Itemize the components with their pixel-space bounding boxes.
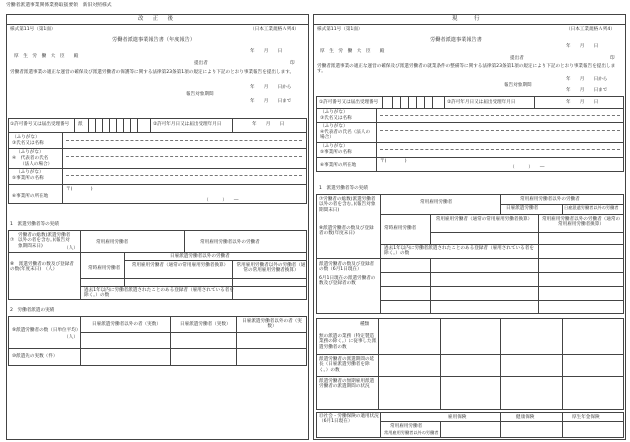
right-r8-note: 過去1年以内に労働者派遣されたことのある登録者（雇用されている者を除く。）の数	[384, 246, 534, 257]
left-col-day-excl-real: 日雇派遣労働者以外の者（実数）	[92, 322, 161, 327]
right-name-label: ③氏名又は名称	[320, 116, 352, 121]
left-office-kana: （ふりがな）	[16, 170, 44, 175]
left-rep-kana: （ふりがな）	[16, 150, 44, 155]
left-rep-label: ④ 代表者の氏名	[12, 156, 49, 161]
right-permit-date: 年 月 日	[566, 100, 599, 105]
left-submitter: 提出者	[194, 61, 208, 66]
left-name-label: ③氏名又は名称	[12, 141, 44, 146]
right-addressee: 厚 生 労 働 大 臣 殿	[320, 49, 385, 54]
right-col-kind: 種類	[360, 322, 370, 327]
left-rep-sub: （法人の場合）	[20, 162, 53, 167]
right-postal: 〒( )	[380, 159, 407, 164]
left-title: 労働者派遣事業報告書（年度報告）	[112, 37, 196, 43]
right-r11-label: 派遣労働者の派遣期間の延長（日雇派遣労働者を除く。）の数	[319, 357, 375, 373]
right-r13-a: 常用雇用労働者	[390, 424, 423, 429]
page-note: 労働者派遣事業関係業務取扱要領 新旧対照様式	[6, 3, 112, 8]
left-addressee: 厚 生 労 働 大 臣 殿	[14, 54, 79, 59]
left-r7-num: ⑦	[10, 238, 15, 243]
right-office-label: ⑤事業所の名称	[320, 150, 352, 155]
right-col-nonregular: 常用雇用労働者以外の労働者	[520, 197, 580, 202]
left-address-label: ⑥事業所の所在地	[12, 194, 49, 199]
right-col-day-excl: 日雇派遣労働者以外の労働者	[564, 205, 619, 210]
left-sec1: 1 派遣労働者等の実績	[10, 222, 59, 227]
right-date: 年 月 日	[566, 44, 599, 49]
right-ins-health: 健康保険	[516, 415, 535, 420]
right-sec1: 1 派遣労働者等の実績	[319, 186, 368, 191]
left-col-day-excl: 日雇派遣労働者以外の労働者	[170, 254, 230, 259]
left-period-label: 報告対象期間	[186, 92, 214, 97]
left-r10-label: ⑩派遣先の実数（件）	[12, 354, 58, 359]
left-r8-label: ⑧ 派遣労働者の数及び登録者の数(年度末日) （人）	[10, 262, 74, 273]
left-r8-note: 過去1年以内に労働者派遣されたことのある登録者（雇用されている者を除く。）の数	[84, 288, 234, 299]
left-caption: 改 正 後	[138, 16, 175, 22]
right-permit-label: ①許可番号又は届出受理番号	[319, 100, 379, 105]
right-address-label: ⑥事業所の所在地	[320, 163, 357, 168]
right-r9-label: 派遣労働者の数及び登録者の数（6月1日現在）	[319, 262, 375, 273]
right-ins-pension: 厚生年金保険	[572, 415, 600, 420]
right-seal: 印	[610, 56, 615, 61]
left-permit-label: ①許可番号又は届出受理番号	[10, 122, 70, 127]
right-r8-label: ⑧派遣労働者の数及び登録者の数(年度末日)	[319, 226, 374, 237]
left-sec2: 2 労働者派遣の実績	[10, 308, 55, 313]
left-date: 年 月 日	[250, 49, 283, 54]
right-statute: 労働者派遣事業の適正な運営の確保及び派遣労働者の就業条件の整備等に関する法律第23条第1項の規定により下記のとおり事業報告を提出します。	[317, 64, 616, 75]
right-name-kana: （ふりがな）	[320, 110, 348, 115]
left-permit-date-label: ②許可年月日又は届出受理年月日	[153, 122, 222, 127]
right-ins-employ: 雇用保険	[448, 415, 467, 420]
left-permit-prefix: 派	[78, 122, 83, 127]
left-id-block	[8, 118, 307, 204]
left-r9-label: ⑨派遣労働者の数（日単位平均）	[12, 328, 81, 333]
right-r9-sub: 6月1日現在の派遣労働者の数及び登録者の数	[319, 276, 376, 287]
right-std: （日本工業規格Ａ列4）	[566, 27, 615, 32]
right-title: 労働者派遣事業報告書	[430, 37, 482, 43]
right-rep-label: ④代表者の氏名（法人の場合）	[320, 130, 371, 141]
left-postal: 〒( )	[66, 187, 93, 192]
left-col-day-real: 日雇派遣労働者（実数）	[180, 322, 231, 327]
right-permit-date-label: ②許可年月日又は届出受理年月日	[447, 100, 516, 105]
right-r12-label: 派遣労働者の無期雇用派遣労働者の派遣期間の状況	[319, 379, 375, 390]
left-col-emp-regular: 常用雇用労働者（通常の常用雇用労働者換算）	[131, 263, 229, 268]
right-r7-label: ⑦労働者の総数(派遣労働者以外の者を含む。)(報告対象期間末日)	[319, 197, 376, 213]
right-col-day: 日雇派遣労働者	[506, 206, 539, 211]
right-r13-label: ⑬社会・労働保険の適用状況（6月1日現在）	[319, 414, 379, 425]
right-col-regular: 常用雇用労働者	[420, 200, 453, 205]
left-phone: （ ） ―	[204, 198, 239, 203]
left-col-fulltime: 常時雇用労働者	[88, 266, 121, 271]
right-period-label: 報告対象期間	[504, 83, 532, 88]
left-std: （日本工業規格Ａ列4）	[250, 27, 299, 32]
right-period-to: 年 月 日まで	[566, 88, 608, 93]
left-r9-unit: （人）	[64, 335, 78, 340]
right-col-emp-regular: 常用雇用労働者（通常の常用雇用労働者換算）	[435, 217, 533, 222]
right-col-emp-other: 常用雇用労働者以外の労働者（通常の常用雇用労働者換算）	[541, 217, 621, 228]
right-r13-b: 常用雇用労働者以外の労働者	[384, 430, 439, 435]
right-submitter: 提出者	[510, 56, 524, 61]
left-permit-date: 年 月 日	[252, 122, 285, 127]
right-office-kana: （ふりがな）	[320, 144, 348, 149]
right-period-from: 年 月 日から	[566, 77, 608, 82]
right-form-no: 様式第11号（第1面）	[317, 27, 363, 32]
left-statute: 労働者派遣事業の適正な運営の確保及び派遣労働者の保護等に関する法律第23条第1項の規定により下記のとおり事業報告を提出します。	[10, 70, 295, 75]
right-r10-label: 無の派遣の業務（特定製造業務の除く。）に従事した派遣労働者の数	[319, 334, 377, 350]
left-col-emp-other: 常用雇用労働者以外の労働者（通常の常用雇用労働者換算）	[236, 263, 306, 274]
right-rep-kana: （ふりがな）	[320, 124, 348, 129]
left-r7-label: 労働者の総数(派遣労働者以外の者を含む。)(報告対象期間末日)	[18, 233, 71, 249]
left-form-no: 様式第11号（第1面）	[10, 27, 56, 32]
right-col-fulltime: 常時雇用労働者	[384, 226, 417, 231]
left-seal: 印	[290, 61, 295, 66]
left-col-regular: 常用雇用労働者	[96, 240, 129, 245]
left-name-kana: （ふりがな）	[12, 135, 40, 140]
left-period-from: 年 月 日から	[250, 85, 292, 90]
left-col-nonregular: 常用雇用労働者以外の労働者	[200, 240, 260, 245]
left-office-label: ⑤事業所の名称	[12, 176, 44, 181]
left-r7-unit: （人）	[64, 246, 78, 251]
left-period-to: 年 月 日まで	[250, 99, 292, 104]
right-phone: （ ） ―	[510, 165, 545, 170]
left-col-day-real2: 日雇派遣労働者以外の者（実数）	[242, 319, 302, 330]
right-caption: 現 行	[452, 16, 482, 22]
